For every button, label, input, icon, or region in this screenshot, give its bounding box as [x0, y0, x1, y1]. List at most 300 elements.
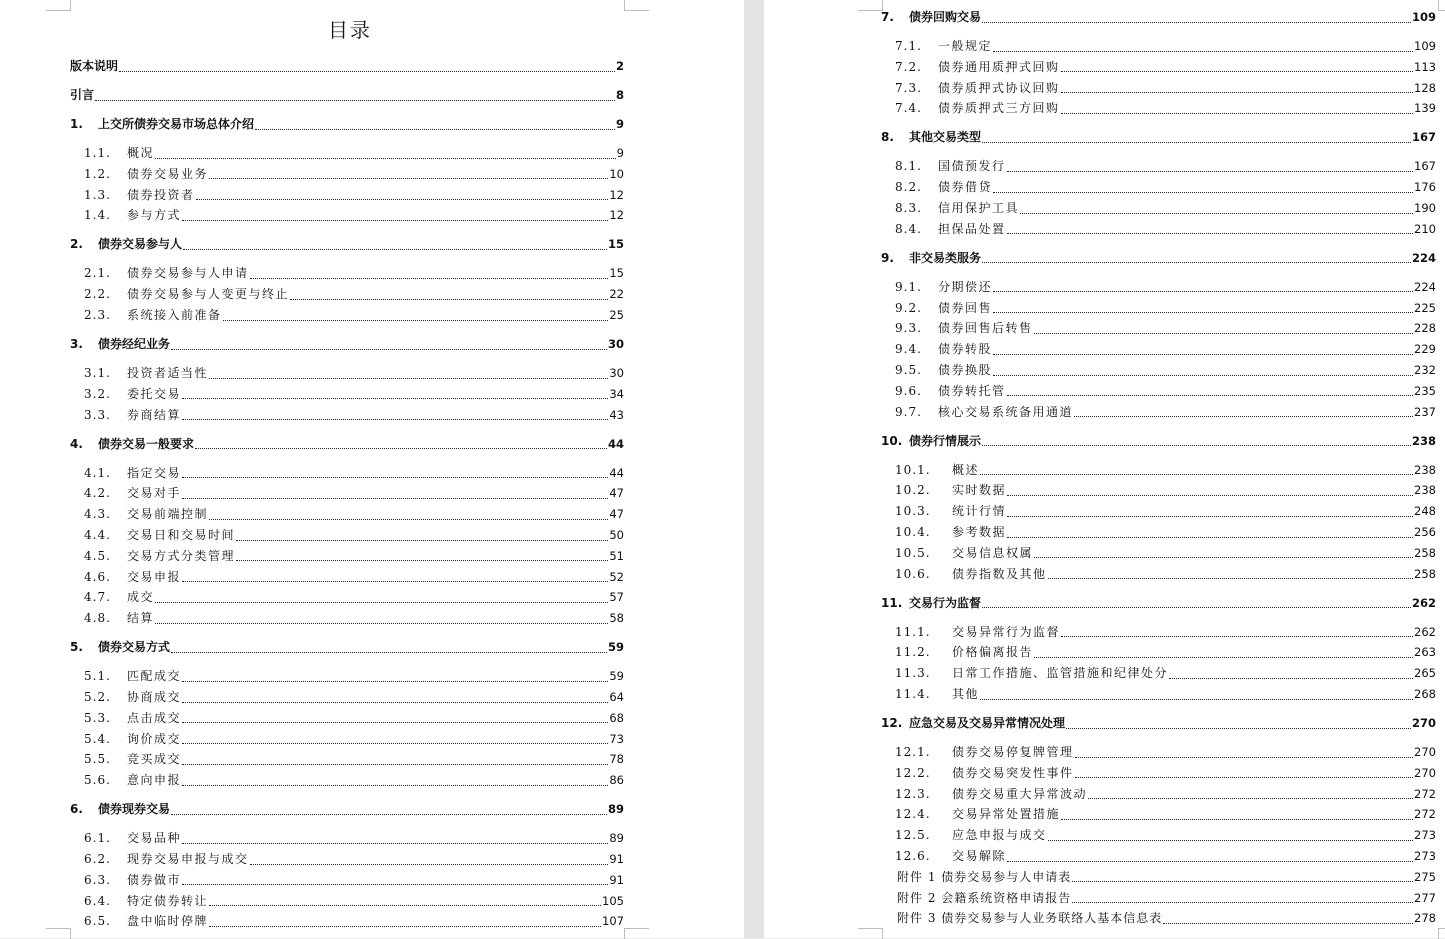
- toc-leader-dots: [155, 619, 608, 624]
- toc-entry-page-number: 12: [609, 187, 624, 202]
- toc-entry-page-number: 238: [1414, 462, 1436, 477]
- toc-leader-dots: [155, 598, 608, 603]
- toc-entry-page-number: 44: [609, 465, 624, 480]
- toc-chapter-entry[interactable]: [881, 128, 1436, 146]
- toc-entry-page-number: 278: [1414, 911, 1436, 926]
- toc-entry-number: 10.6.: [895, 566, 931, 581]
- toc-leader-dots: [209, 901, 601, 906]
- toc-section-entry[interactable]: [70, 588, 624, 606]
- toc-section-entry[interactable]: [881, 805, 1436, 823]
- toc-entry-page-number: 235: [1414, 383, 1436, 398]
- toc-entry-number: 10.5.: [895, 545, 931, 560]
- toc-entry-title: 匹配成交: [127, 669, 182, 684]
- toc-leader-dots: [1048, 836, 1414, 841]
- toc-entry-title: 日常工作措施、监管措施和纪律处分: [952, 666, 1169, 681]
- toc-entry-title: 券商结算: [127, 407, 182, 422]
- toc-entry-number: 9.1.: [895, 279, 922, 294]
- toc-chapter-entry[interactable]: [70, 638, 624, 656]
- toc-leader-dots: [1034, 653, 1413, 658]
- toc-entry-number: 7.1.: [895, 39, 922, 53]
- toc-entry-title: 交易异常行为监督: [952, 624, 1061, 639]
- toc-entry-number: 5.5.: [84, 752, 111, 767]
- toc-leader-dots: [255, 125, 615, 130]
- toc-section-entry[interactable]: [881, 664, 1436, 682]
- toc-leader-dots: [119, 67, 615, 72]
- toc-chapter-entry[interactable]: [70, 235, 624, 253]
- toc-chapter-entry[interactable]: [70, 435, 624, 453]
- toc-leader-dots: [1020, 209, 1413, 214]
- toc-entry-page-number: 232: [1414, 363, 1436, 377]
- toc-entry-page-number: 59: [607, 640, 624, 655]
- toc-section-entry[interactable]: [70, 709, 624, 727]
- toc-entry-number: 12.5.: [895, 828, 931, 843]
- toc-entry-title: 参与方式: [127, 208, 182, 223]
- toc-entry-number: 5.2.: [84, 690, 111, 704]
- toc-entry-number: 12.1.: [895, 745, 931, 759]
- crop-mark: [858, 0, 883, 11]
- toc-entry-number: 2.1.: [84, 266, 111, 281]
- toc-section-entry[interactable]: [70, 484, 624, 502]
- toc-entry-page-number: 237: [1414, 404, 1436, 419]
- toc-section-entry[interactable]: [70, 285, 624, 303]
- toc-leader-dots: [182, 698, 608, 703]
- toc-entry-number: 9.4.: [895, 342, 922, 357]
- toc-entry-page-number: 113: [1414, 59, 1436, 74]
- toc-entry-title: 一般规定: [938, 39, 993, 53]
- toc-section-entry[interactable]: [70, 771, 624, 789]
- toc-entry-page-number: 224: [1414, 279, 1436, 294]
- toc-leader-dots: [182, 415, 608, 420]
- toc-entry-page-number: 273: [1414, 828, 1436, 843]
- toc-entry-page-number: 47: [609, 486, 624, 501]
- toc-entry-title: 债券做市: [127, 872, 182, 887]
- toc-section-entry[interactable]: [70, 912, 624, 930]
- toc-leader-dots: [1169, 674, 1413, 679]
- toc-section-entry[interactable]: [881, 523, 1436, 541]
- toc-entry-page-number: 273: [1414, 849, 1436, 863]
- toc-entry-number: 7.2.: [895, 59, 922, 74]
- toc-entry-page-number: 30: [607, 337, 624, 351]
- toc-entry-title: 结算: [127, 611, 155, 626]
- toc-leader-dots: [1075, 753, 1414, 758]
- toc-entry-title: 债券回售后转售: [938, 321, 1033, 336]
- toc-leader-dots: [1061, 815, 1413, 820]
- toc-entry-number: 4.5.: [84, 548, 111, 563]
- toc-entry-title: 系统接入前准备: [127, 308, 222, 322]
- toc-section-entry[interactable]: [881, 785, 1436, 803]
- toc-entry-page-number: 109: [1414, 39, 1436, 53]
- toc-entry-page-number: 270: [1411, 716, 1436, 730]
- toc-chapter-entry[interactable]: [70, 800, 624, 818]
- toc-leader-dots: [982, 441, 1411, 446]
- toc-section-entry[interactable]: [881, 99, 1436, 117]
- toc-entry-page-number: 52: [609, 569, 624, 584]
- toc-entry-number: 9.3.: [895, 321, 922, 336]
- toc-entry-page-number: 89: [609, 831, 624, 846]
- toc-section-entry[interactable]: [70, 526, 624, 544]
- crop-mark: [46, 928, 71, 939]
- toc-section-entry[interactable]: [881, 847, 1436, 865]
- toc-leader-dots: [290, 295, 608, 300]
- toc-leader-dots: [1061, 88, 1414, 93]
- toc-entry-number: 6.5.: [84, 914, 111, 929]
- toc-section-entry[interactable]: [70, 730, 624, 748]
- toc-section-entry[interactable]: [881, 544, 1436, 562]
- toc-entry-number: 9.7.: [895, 404, 922, 419]
- toc-section-entry[interactable]: [70, 406, 624, 424]
- toc-section-entry[interactable]: [881, 685, 1436, 703]
- toc-entry-page-number: 210: [1414, 221, 1436, 236]
- toc-annex-entry[interactable]: [897, 909, 1436, 927]
- toc-chapter-entry[interactable]: [70, 335, 624, 353]
- toc-leader-dots: [182, 216, 608, 221]
- toc-entry-title: 债券投资者: [127, 187, 195, 202]
- crop-mark: [1438, 928, 1445, 939]
- toc-entry-title: 概况: [127, 146, 155, 160]
- toc-section-entry[interactable]: [881, 79, 1436, 97]
- toc-entry-number: 3.: [70, 337, 83, 351]
- toc-entry-page-number: 167: [1414, 159, 1436, 174]
- toc-entry-title: 分期偿还: [938, 279, 993, 294]
- toc-leader-dots: [1007, 391, 1414, 396]
- toc-entry-page-number: 64: [609, 690, 624, 704]
- toc-entry-title: 参考数据: [952, 525, 1007, 539]
- toc-section-entry[interactable]: [70, 165, 624, 183]
- toc-chapter-entry[interactable]: [881, 714, 1436, 732]
- toc-section-entry[interactable]: [70, 264, 624, 282]
- toc-entry-title: 交易前端控制: [127, 507, 209, 522]
- toc-entry-number: 1.: [70, 117, 83, 131]
- toc-entry-title: 成交: [127, 590, 155, 605]
- toc-entry-number: 4.3.: [84, 507, 111, 522]
- toc-entry-title: 交易品种: [127, 831, 182, 846]
- toc-entry-number: 2.: [70, 237, 83, 252]
- toc-entry-title: 其他: [952, 687, 980, 701]
- toc-entry-page-number: 167: [1411, 130, 1436, 145]
- toc-leader-dots: [182, 739, 608, 744]
- toc-leader-dots: [171, 810, 607, 815]
- toc-entry-title: 债券转股: [938, 342, 993, 357]
- toc-entry-number: 7.4.: [895, 101, 922, 116]
- toc-entry-page-number: 9: [616, 146, 624, 160]
- toc-entry-title: 非交易类服务: [909, 250, 982, 265]
- toc-leader-dots: [195, 444, 607, 449]
- toc-entry-number: 6.: [70, 802, 83, 817]
- toc-entry-page-number: 265: [1414, 666, 1436, 681]
- toc-section-entry[interactable]: [70, 464, 624, 482]
- toc-entry-page-number: 25: [609, 308, 624, 322]
- toc-entry-title: 附件 1 债券交易参与人申请表: [897, 869, 1072, 884]
- toc-entry-page-number: 86: [609, 773, 624, 788]
- toc-leader-dots: [182, 718, 608, 723]
- toc-section-entry[interactable]: [881, 623, 1436, 641]
- toc-leader-dots: [993, 350, 1413, 355]
- toc-section-entry[interactable]: [881, 481, 1436, 499]
- toc-entry-number: 1.4.: [84, 208, 111, 223]
- toc-entry-number: 8.4.: [895, 221, 922, 236]
- toc-entry-title: 指定交易: [127, 465, 182, 480]
- toc-entry-number: 6.1.: [84, 831, 111, 846]
- toc-entry-number: 8.3.: [895, 201, 922, 215]
- toc-leader-dots: [980, 470, 1413, 475]
- toc-section-entry[interactable]: [881, 299, 1436, 317]
- toc-entry-number: 2.2.: [84, 287, 111, 302]
- crop-mark: [858, 928, 883, 939]
- toc-entry-page-number: 258: [1414, 545, 1436, 560]
- toc-entry-page-number: 262: [1411, 595, 1436, 610]
- toc-chapter-entry[interactable]: [881, 432, 1436, 450]
- toc-entry-page-number: 109: [1411, 10, 1436, 24]
- toc-leader-dots: [250, 860, 609, 865]
- toc-section-entry[interactable]: [70, 667, 624, 685]
- crop-mark: [1438, 0, 1445, 11]
- toc-entry-page-number: 258: [1414, 566, 1436, 581]
- toc-leader-dots: [993, 308, 1413, 313]
- toc-entry-title: 交易日和交易时间: [127, 528, 236, 542]
- toc-leader-dots: [155, 154, 616, 159]
- toc-section-entry[interactable]: [881, 58, 1436, 76]
- toc-section-entry[interactable]: [881, 178, 1436, 196]
- toc-leader-dots: [1007, 533, 1413, 538]
- toc-entry-page-number: 268: [1414, 687, 1436, 701]
- toc-leader-dots: [1034, 553, 1413, 558]
- toc-entry-number: 5.: [70, 640, 83, 655]
- toc-entry-number: 5.4.: [84, 731, 111, 746]
- toc-title: 目录: [328, 18, 372, 42]
- toc-leader-dots: [993, 371, 1413, 376]
- toc-leader-dots: [209, 922, 601, 927]
- toc-entry-number: 11.2.: [895, 645, 931, 660]
- toc-section-entry[interactable]: [70, 186, 624, 204]
- toc-section-entry[interactable]: [881, 361, 1436, 379]
- toc-entry-number: 10.3.: [895, 504, 931, 519]
- toc-entry-page-number: 12: [609, 208, 624, 223]
- toc-leader-dots: [250, 274, 609, 279]
- toc-entry-title: 应急申报与成交: [952, 828, 1047, 843]
- toc-entry-page-number: 50: [609, 528, 624, 542]
- toc-section-entry[interactable]: [70, 871, 624, 889]
- toc-entry-title: 债券现券交易: [98, 802, 171, 817]
- toc-section-entry[interactable]: [881, 278, 1436, 296]
- toc-section-entry[interactable]: [70, 206, 624, 224]
- toc-entry-page-number: 58: [609, 611, 624, 626]
- toc-entry-page-number: 224: [1411, 250, 1436, 265]
- toc-chapter-entry[interactable]: [70, 57, 624, 75]
- toc-entry-number: 12.6.: [895, 849, 931, 863]
- toc-entry-page-number: 15: [609, 266, 624, 281]
- toc-entry-page-number: 91: [609, 872, 624, 887]
- toc-entry-number: 8.2.: [895, 180, 922, 195]
- toc-entry-title: 交易异常处置措施: [952, 807, 1061, 822]
- toc-section-entry[interactable]: [70, 750, 624, 768]
- toc-section-entry[interactable]: [881, 643, 1436, 661]
- toc-entry-title: 交易对手: [127, 486, 182, 501]
- toc-entry-title: 版本说明: [70, 59, 119, 73]
- toc-leader-dots: [182, 781, 608, 786]
- toc-entry-title: 委托交易: [127, 386, 182, 401]
- toc-entry-page-number: 272: [1414, 807, 1436, 822]
- toc-entry-number: 11.: [881, 595, 903, 610]
- toc-leader-dots: [982, 603, 1411, 608]
- toc-entry-page-number: 47: [609, 507, 624, 522]
- toc-entry-number: 8.1.: [895, 159, 922, 174]
- toc-section-entry[interactable]: [881, 199, 1436, 217]
- toc-annex-entry[interactable]: [897, 868, 1436, 886]
- toc-entry-page-number: 128: [1414, 80, 1436, 95]
- toc-section-entry[interactable]: [70, 547, 624, 565]
- toc-entry-title: 竞买成交: [127, 752, 182, 767]
- toc-section-entry[interactable]: [70, 850, 624, 868]
- toc-leader-dots: [182, 760, 608, 765]
- toc-entry-page-number: 190: [1414, 201, 1436, 215]
- toc-entry-page-number: 107: [602, 914, 624, 929]
- toc-section-entry[interactable]: [70, 892, 624, 910]
- toc-entry-title: 债券换股: [938, 363, 993, 377]
- toc-entry-title: 信用保护工具: [938, 201, 1020, 215]
- toc-leader-dots: [95, 96, 615, 101]
- toc-entry-number: 2.3.: [84, 308, 111, 322]
- toc-leader-dots: [982, 18, 1411, 23]
- toc-section-entry[interactable]: [881, 220, 1436, 238]
- toc-entry-number: 10.1.: [895, 462, 931, 477]
- toc-leader-dots: [1066, 724, 1411, 729]
- toc-chapter-entry[interactable]: [70, 86, 624, 104]
- toc-section-entry[interactable]: [881, 565, 1436, 583]
- toc-entry-page-number: 229: [1414, 342, 1436, 357]
- toc-entry-number: 9.5.: [895, 363, 922, 377]
- toc-entry-title: 债券回售: [938, 300, 993, 315]
- toc-chapter-entry[interactable]: [881, 8, 1436, 26]
- toc-leader-dots: [1007, 229, 1414, 234]
- toc-section-entry[interactable]: [881, 382, 1436, 400]
- toc-entry-page-number: 270: [1414, 745, 1436, 759]
- toc-chapter-entry[interactable]: [881, 249, 1436, 267]
- toc-entry-page-number: 9: [615, 117, 624, 131]
- toc-entry-number: 9.: [881, 250, 894, 265]
- toc-entry-number: 4.1.: [84, 465, 111, 480]
- toc-entry-page-number: 30: [609, 366, 624, 380]
- toc-entry-page-number: 238: [1414, 483, 1436, 498]
- toc-leader-dots: [993, 47, 1413, 52]
- toc-entry-title: 债券转托管: [938, 383, 1006, 398]
- toc-entry-title: 统计行情: [952, 504, 1007, 519]
- toc-section-entry[interactable]: [881, 461, 1436, 479]
- toc-entry-page-number: 89: [607, 802, 624, 817]
- toc-entry-number: 12.: [881, 716, 903, 730]
- toc-entry-page-number: 225: [1414, 300, 1436, 315]
- toc-section-entry[interactable]: [881, 157, 1436, 175]
- toc-chapter-entry[interactable]: [70, 115, 624, 133]
- toc-entry-page-number: 43: [609, 407, 624, 422]
- toc-section-entry[interactable]: [881, 502, 1436, 520]
- toc-leader-dots: [1007, 491, 1413, 496]
- toc-leader-dots: [209, 515, 608, 520]
- toc-leader-dots: [980, 695, 1413, 700]
- crop-mark: [624, 0, 649, 11]
- page-gutter: [744, 0, 764, 938]
- toc-entry-number: 11.4.: [895, 687, 931, 701]
- toc-entry-number: 4.8.: [84, 611, 111, 626]
- toc-entry-number: 7.3.: [895, 80, 922, 95]
- toc-entry-title: 价格偏离报告: [952, 645, 1034, 660]
- toc-chapter-entry[interactable]: [881, 594, 1436, 612]
- toc-entry-number: 11.1.: [895, 624, 931, 639]
- toc-entry-page-number: 272: [1414, 786, 1436, 801]
- toc-entry-page-number: 139: [1414, 101, 1436, 116]
- toc-entry-number: 4.4.: [84, 528, 111, 542]
- toc-entry-number: 4.7.: [84, 590, 111, 605]
- toc-entry-title: 协商成交: [127, 690, 182, 704]
- toc-section-entry[interactable]: [881, 37, 1436, 55]
- toc-leader-dots: [1075, 773, 1414, 778]
- toc-entry-title: 核心交易系统备用通道: [938, 404, 1074, 419]
- toc-leader-dots: [1061, 109, 1414, 114]
- toc-entry-title: 国债预发行: [938, 159, 1006, 174]
- toc-entry-number: 7.: [881, 10, 894, 24]
- toc-entry-number: 10.4.: [895, 525, 931, 539]
- toc-entry-number: 6.3.: [84, 872, 111, 887]
- toc-section-entry[interactable]: [70, 144, 624, 162]
- toc-section-entry[interactable]: [70, 364, 624, 382]
- toc-entry-number: 10.2.: [895, 483, 931, 498]
- toc-leader-dots: [196, 195, 609, 200]
- toc-leader-dots: [993, 287, 1413, 292]
- toc-section-entry[interactable]: [70, 385, 624, 403]
- toc-section-entry[interactable]: [881, 340, 1436, 358]
- toc-entry-title: 现券交易申报与成交: [127, 852, 249, 866]
- toc-entry-page-number: 277: [1414, 890, 1436, 905]
- toc-section-entry[interactable]: [70, 505, 624, 523]
- toc-entry-page-number: 238: [1411, 433, 1436, 448]
- toc-entry-number: 4.: [70, 436, 83, 451]
- toc-entry-title: 引言: [70, 88, 95, 102]
- toc-section-entry[interactable]: [881, 826, 1436, 844]
- toc-entry-page-number: 270: [1414, 765, 1436, 780]
- toc-leader-dots: [182, 880, 608, 885]
- toc-entry-page-number: 256: [1414, 525, 1436, 539]
- toc-section-entry[interactable]: [881, 319, 1436, 337]
- toc-section-entry[interactable]: [881, 403, 1436, 421]
- toc-entry-number: 3.1.: [84, 366, 111, 380]
- toc-section-entry[interactable]: [70, 609, 624, 627]
- toc-entry-page-number: 2: [615, 59, 624, 73]
- toc-entry-page-number: 44: [607, 436, 624, 451]
- toc-entry-number: 5.6.: [84, 773, 111, 788]
- toc-entry-title: 盘中临时停牌: [127, 914, 209, 929]
- toc-entry-title: 债券交易参与人申请: [127, 266, 249, 281]
- toc-section-entry[interactable]: [70, 306, 624, 324]
- toc-annex-entry[interactable]: [897, 889, 1436, 907]
- toc-entry-number: 10.: [881, 433, 903, 448]
- toc-entry-title: 债券交易停复牌管理: [952, 745, 1074, 759]
- toc-leader-dots: [182, 494, 608, 499]
- toc-entry-number: 12.4.: [895, 807, 931, 822]
- toc-entry-page-number: 59: [609, 669, 624, 684]
- toc-section-entry[interactable]: [70, 829, 624, 847]
- toc-entry-title: 交易申报: [127, 569, 182, 584]
- toc-section-entry[interactable]: [70, 568, 624, 586]
- toc-entry-title: 其他交易类型: [909, 130, 982, 145]
- toc-section-entry[interactable]: [881, 764, 1436, 782]
- toc-section-entry[interactable]: [881, 743, 1436, 761]
- toc-section-entry[interactable]: [70, 688, 624, 706]
- toc-entry-title: 附件 2 会籍系统资格申请报告: [897, 890, 1072, 905]
- toc-leader-dots: [1061, 67, 1414, 72]
- toc-entry-page-number: 176: [1414, 180, 1436, 195]
- toc-leader-dots: [182, 394, 608, 399]
- toc-entry-title: 债券交易一般要求: [98, 436, 195, 451]
- toc-entry-title: 交易解除: [952, 849, 1007, 863]
